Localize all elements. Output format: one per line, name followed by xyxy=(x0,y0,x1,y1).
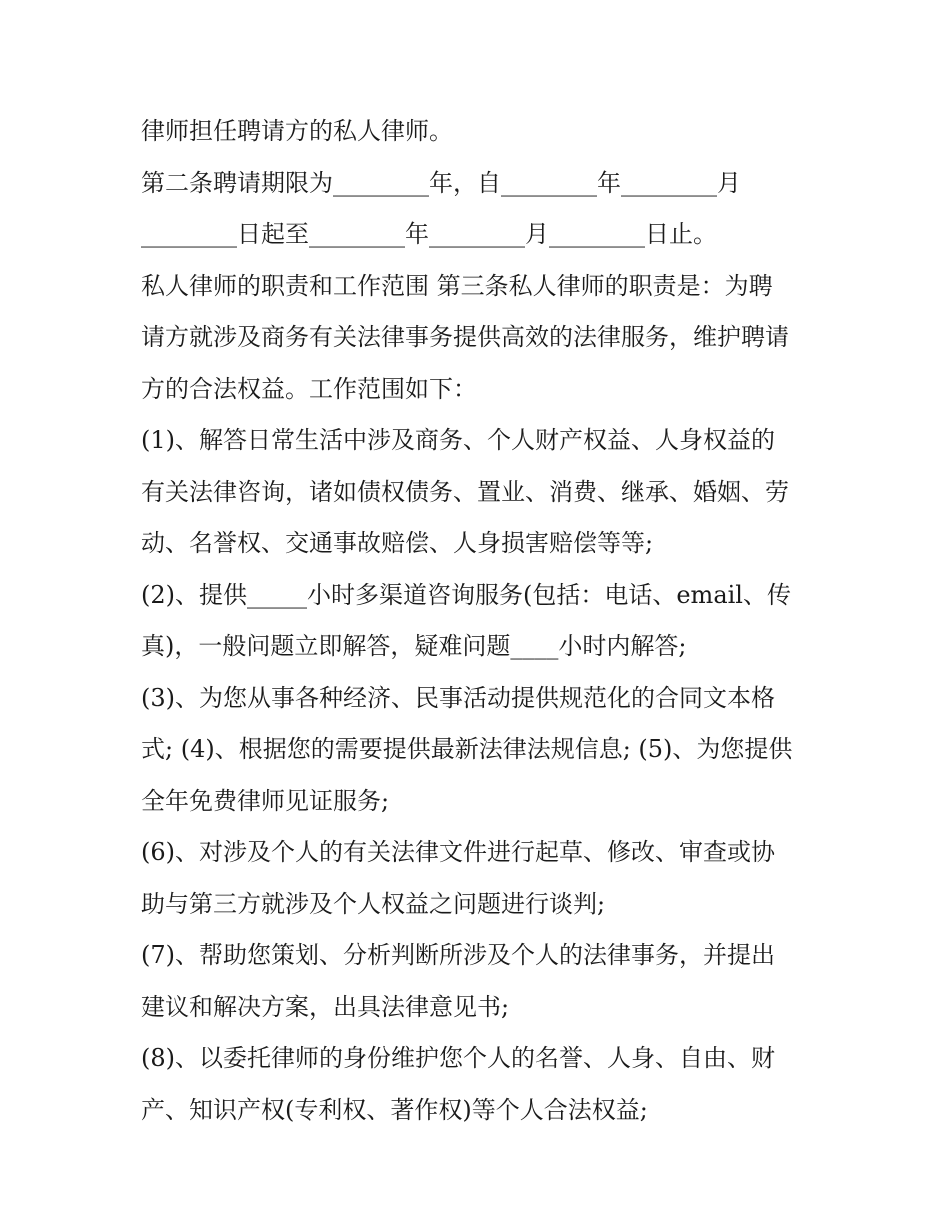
text-line: (6)、对涉及个人的有关法律文件进行起草、修改、审查或协 xyxy=(141,838,775,866)
text-line: 助与第三方就涉及个人权益之问题进行谈判; xyxy=(141,889,606,918)
text-line: 律师担任聘请方的私人律师。 xyxy=(141,117,453,145)
text-line: 真)，一般问题立即解答，疑难问题____小时内解答; xyxy=(141,632,687,660)
text-line: 私人律师的职责和工作范围 第三条私人律师的职责是：为聘 xyxy=(141,271,773,300)
text-line: ________日起至________年________月________日止。 xyxy=(141,220,717,248)
text-line: 有关法律咨询，诸如债权债务、置业、消费、继承、婚姻、劳 xyxy=(141,477,789,506)
text-line: 产、知识产权(专利权、著作权)等个人合法权益; xyxy=(141,1095,648,1124)
text-line: (2)、提供_____小时多渠道咨询服务(包括：电话、email、传 xyxy=(141,580,791,609)
text-line: (3)、为您从事各种经济、民事活动提供规范化的合同文本格 xyxy=(141,683,775,712)
text-line: 请方就涉及商务有关法律事务提供高效的法律服务，维护聘请 xyxy=(141,323,789,351)
text-line: 第二条聘请期限为________年，自________年________月 xyxy=(141,168,741,197)
text-line: 建议和解决方案，出具法律意见书; xyxy=(141,992,510,1021)
document-body xyxy=(141,106,831,1136)
text-line: 动、名誉权、交通事故赔偿、人身损害赔偿等等; xyxy=(141,529,654,557)
text-line: (8)、以委托律师的身份维护您个人的名誉、人身、自由、财 xyxy=(141,1044,775,1072)
text-line: 全年免费律师见证服务; xyxy=(141,786,390,815)
text-line: 方的合法权益。工作范围如下： xyxy=(141,374,477,403)
text-line: (1)、解答日常生活中涉及商务、个人财产权益、人身权益的 xyxy=(141,426,775,454)
text-line: 式; (4)、根据您的需要提供最新法律法规信息; (5)、为您提供 xyxy=(141,735,793,763)
text-line: (7)、帮助您策划、分析判断所涉及个人的法律事务，并提出 xyxy=(141,941,775,969)
